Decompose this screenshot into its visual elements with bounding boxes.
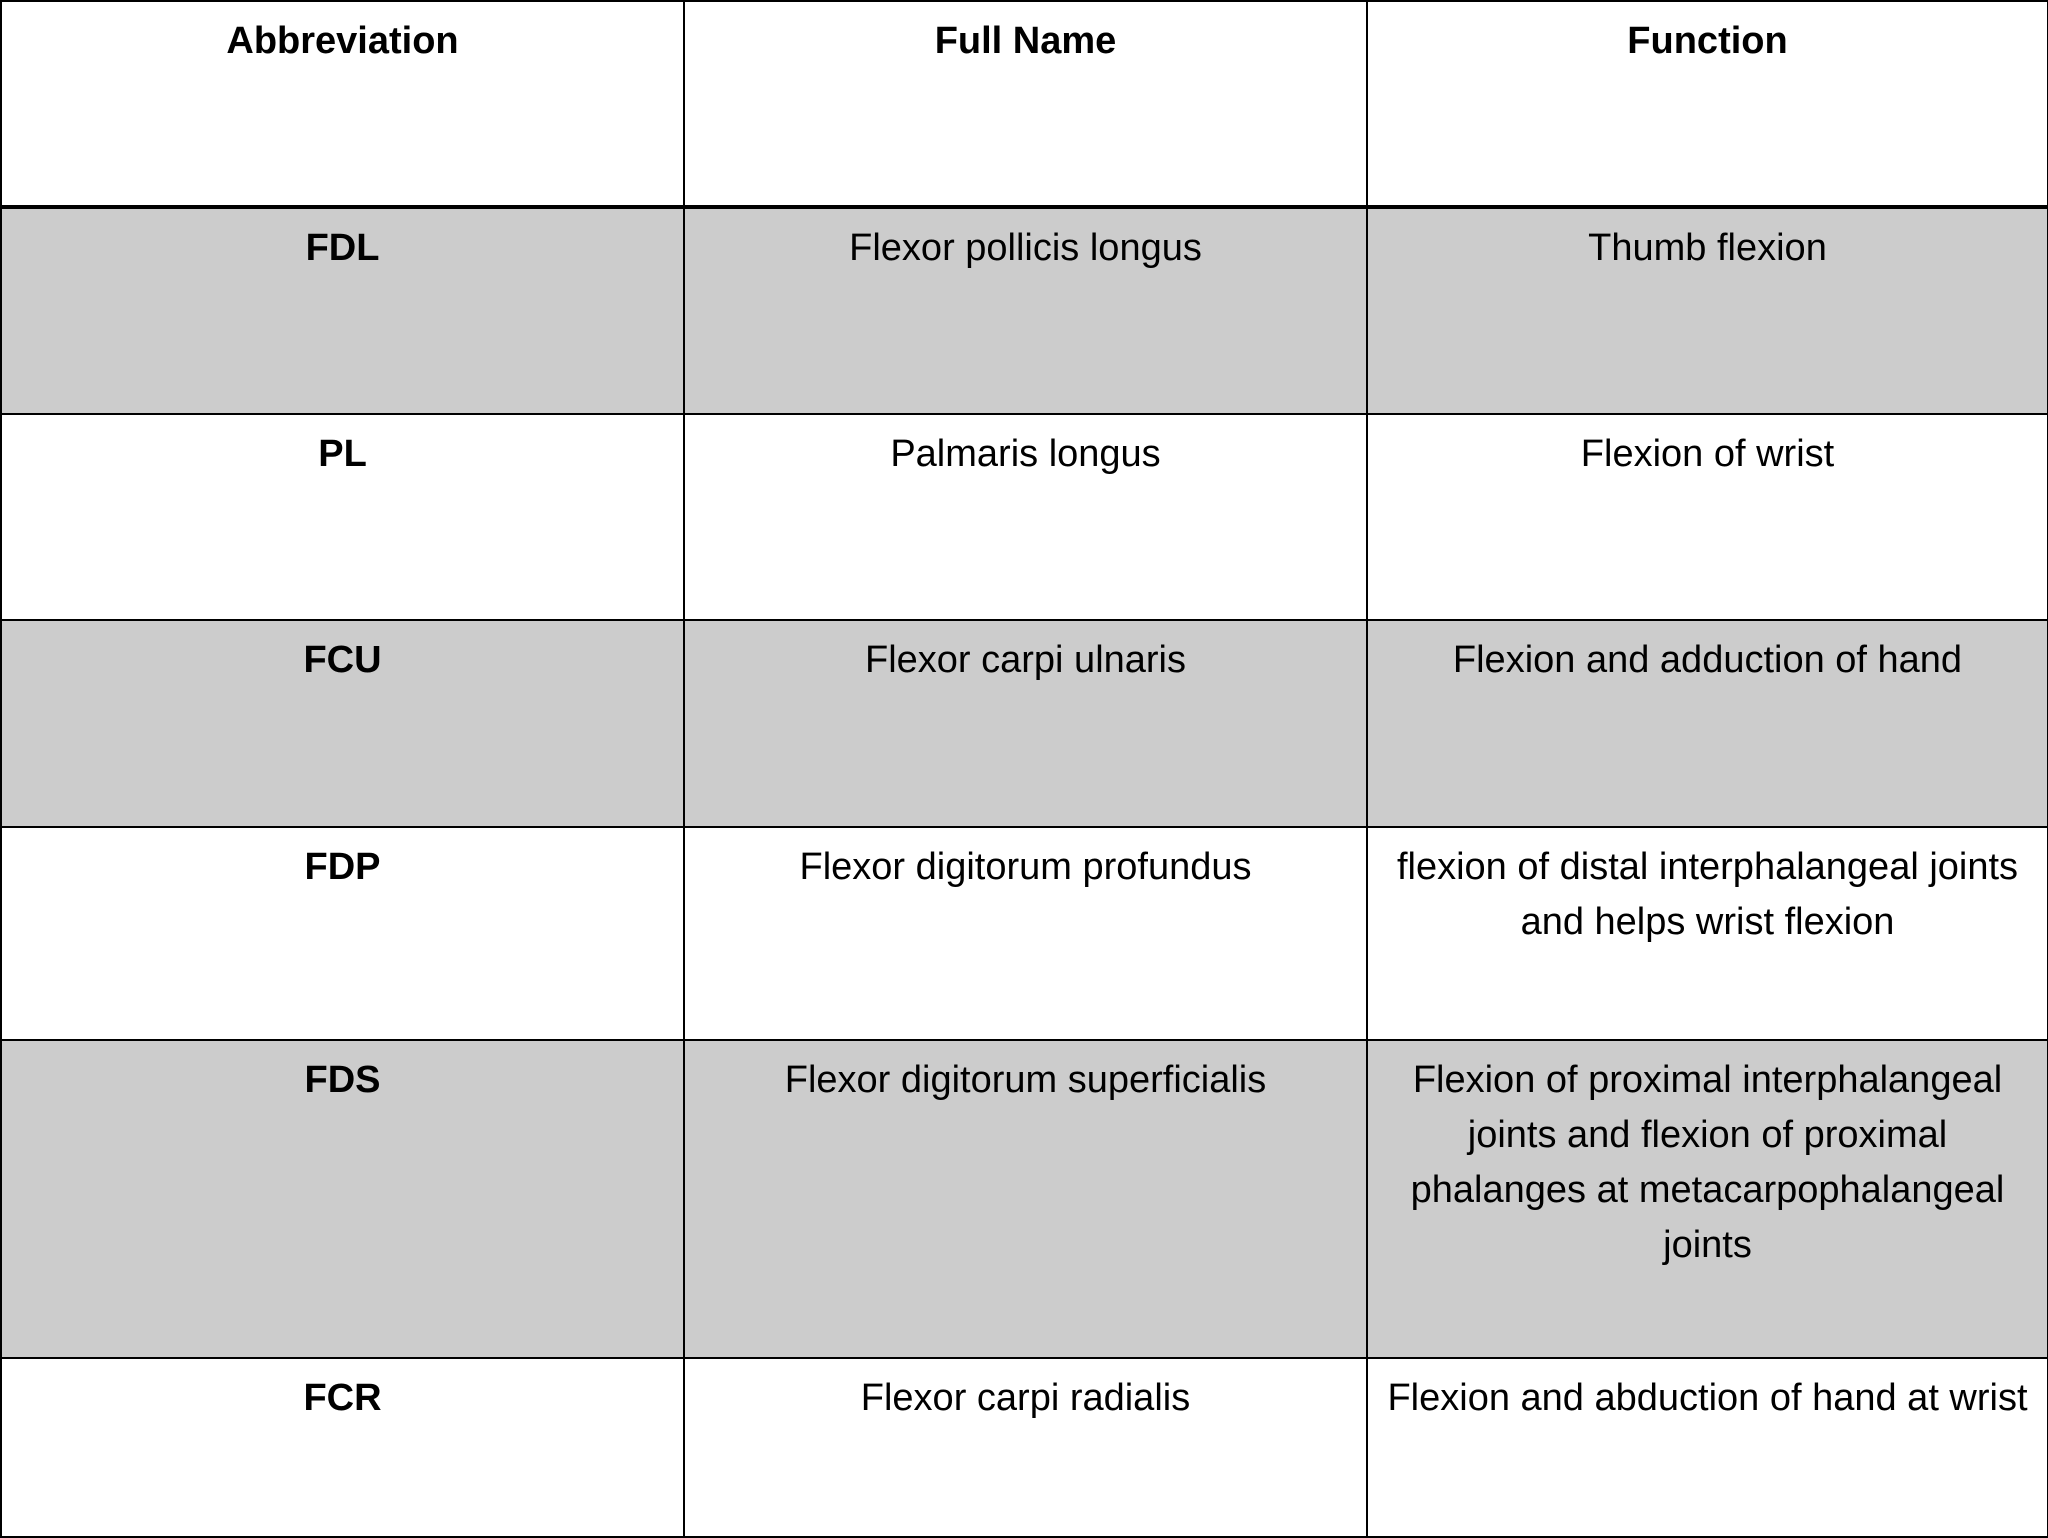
abbreviation-cell: FCR bbox=[1, 1358, 684, 1537]
full-name-cell: Flexor digitorum profundus bbox=[684, 827, 1367, 1040]
table-header-row bbox=[1, 1, 2048, 207]
function-cell: Flexion of wrist bbox=[1367, 414, 2048, 620]
abbreviation-cell: PL bbox=[1, 414, 684, 620]
function-cell: Flexion and abduction of hand at wrist bbox=[1367, 1358, 2048, 1537]
full-name-cell: Flexor carpi ulnaris bbox=[684, 620, 1367, 827]
table-row bbox=[1, 1040, 2048, 1358]
function-cell: Thumb flexion bbox=[1367, 207, 2048, 414]
abbreviation-cell: FDP bbox=[1, 827, 684, 1040]
header-function: Function bbox=[1367, 1, 2048, 207]
abbreviation-cell: FDS bbox=[1, 1040, 684, 1358]
full-name-cell: Palmaris longus bbox=[684, 414, 1367, 620]
function-cell: Flexion of proximal interphalangeal joints and flexion of proximal phalanges at metacarpophalangeal joints bbox=[1367, 1040, 2048, 1358]
table-row bbox=[1, 827, 2048, 1040]
function-cell: Flexion and adduction of hand bbox=[1367, 620, 2048, 827]
full-name-cell: Flexor carpi radialis bbox=[684, 1358, 1367, 1537]
header-abbreviation: Abbreviation bbox=[1, 1, 684, 207]
full-name-cell: Flexor digitorum superficialis bbox=[684, 1040, 1367, 1358]
table-row bbox=[1, 620, 2048, 827]
table-row bbox=[1, 1358, 2048, 1537]
table-row bbox=[1, 207, 2048, 414]
function-cell: flexion of distal interphalangeal joints and helps wrist flexion bbox=[1367, 827, 2048, 1040]
abbreviation-cell: FDL bbox=[1, 207, 684, 414]
header-full-name: Full Name bbox=[684, 1, 1367, 207]
full-name-cell: Flexor pollicis longus bbox=[684, 207, 1367, 414]
abbreviation-cell: FCU bbox=[1, 620, 684, 827]
table-row bbox=[1, 414, 2048, 620]
